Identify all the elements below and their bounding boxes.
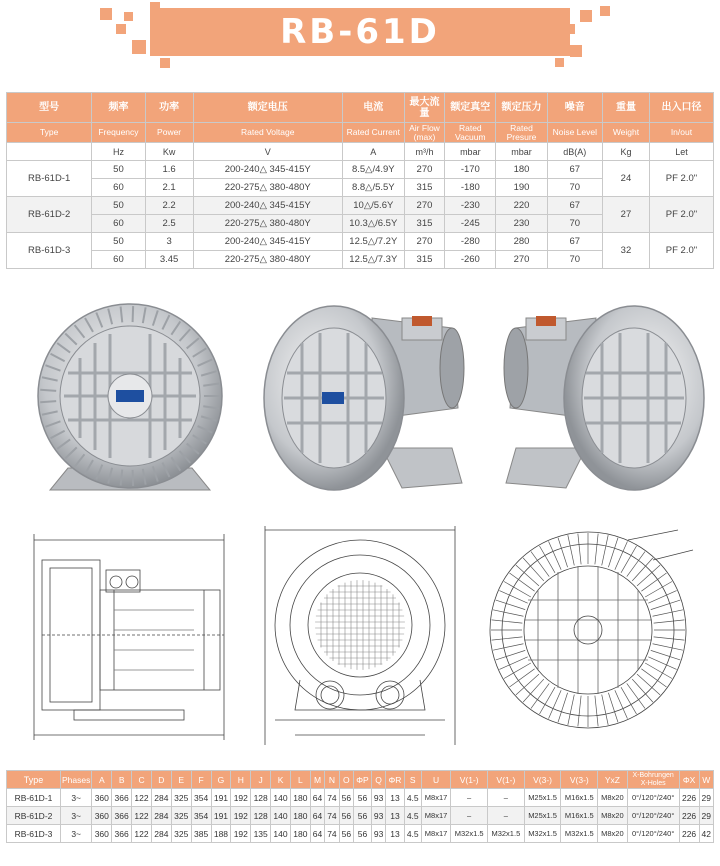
voltage-cell: 200-240△ 345-415Y xyxy=(193,197,342,215)
blower-motor-right-photo xyxy=(496,298,706,498)
dim-cell: M8x17 xyxy=(421,825,450,843)
blower-front-photo xyxy=(20,298,240,498)
dim-cell: M8x17 xyxy=(421,789,450,807)
dim-cell: M8x20 xyxy=(598,825,627,843)
dim-cell: 74 xyxy=(325,807,339,825)
header-cell: Phases xyxy=(61,771,92,789)
dim-header-cell: C xyxy=(132,771,152,789)
dim-cell: 140 xyxy=(271,789,291,807)
dim-cell: 3~ xyxy=(61,825,92,843)
dim-cell: 284 xyxy=(151,825,171,843)
flow-cell: 315 xyxy=(404,251,445,269)
page-title: RB-61D xyxy=(280,12,440,52)
dim-cell: RB-61D-3 xyxy=(7,825,61,843)
current-cell: 12.5△/7.3Y xyxy=(342,251,404,269)
voltage-cell: 220-275△ 380-480Y xyxy=(193,179,342,197)
dim-cell: 93 xyxy=(371,789,385,807)
dim-header-cell: V(1-) xyxy=(451,771,488,789)
dim-cell: 13 xyxy=(386,825,404,843)
dimension-table xyxy=(6,770,714,843)
unit-cell xyxy=(7,143,92,161)
header-cell: 噪音 xyxy=(547,93,602,123)
dim-cell: 360 xyxy=(92,825,112,843)
dim-header-cell: V(3-) xyxy=(561,771,598,789)
pressure-cell: 230 xyxy=(496,215,547,233)
dim-cell: 74 xyxy=(325,789,339,807)
dim-cell: 140 xyxy=(271,825,291,843)
current-cell: 8.8△/5.5Y xyxy=(342,179,404,197)
dim-header-cell: B xyxy=(112,771,132,789)
dim-cell: 4.5 xyxy=(404,825,421,843)
hz-cell: 50 xyxy=(92,161,145,179)
dim-cell: 180 xyxy=(290,789,310,807)
dim-cell: 122 xyxy=(132,825,152,843)
dim-cell: 4.5 xyxy=(404,789,421,807)
dim-header-cell: O xyxy=(339,771,353,789)
dim-cell: M25x1.5 xyxy=(524,807,561,825)
inout-cell: PF 2.0" xyxy=(649,161,713,197)
noise-cell: 70 xyxy=(547,215,602,233)
dim-cell: 325 xyxy=(171,789,191,807)
voltage-cell: 200-240△ 345-415Y xyxy=(193,161,342,179)
dim-cell: RB-61D-2 xyxy=(7,807,61,825)
unit-cell: A xyxy=(342,143,404,161)
unit-cell: mbar xyxy=(445,143,496,161)
model-cell: RB-61D-3 xyxy=(7,233,92,269)
header-cell: Rated Vacuum xyxy=(445,123,496,143)
vacuum-cell: -245 xyxy=(445,215,496,233)
dim-cell: 128 xyxy=(251,807,271,825)
dim-header-cell: K xyxy=(271,771,291,789)
decor-square xyxy=(116,24,126,34)
spec-header-cn xyxy=(7,93,714,123)
dim-cell: 64 xyxy=(310,807,324,825)
voltage-cell: 220-275△ 380-480Y xyxy=(193,251,342,269)
flow-cell: 270 xyxy=(404,233,445,251)
decor-square xyxy=(160,58,170,68)
dim-header-cell: M xyxy=(310,771,324,789)
dim-cell: 64 xyxy=(310,825,324,843)
dim-cell: 191 xyxy=(211,807,231,825)
dim-cell: 354 xyxy=(191,789,211,807)
dim-header-cell: L xyxy=(290,771,310,789)
hz-cell: 60 xyxy=(92,215,145,233)
dim-header-cell: ΦP xyxy=(354,771,372,789)
dim-header-cell: YxZ xyxy=(598,771,627,789)
decor-square xyxy=(570,45,582,57)
dim-cell: M32x1.5 xyxy=(524,825,561,843)
dim-cell: M25x1.5 xyxy=(524,789,561,807)
dim-cell: 180 xyxy=(290,807,310,825)
dim-cell: – xyxy=(488,807,525,825)
vacuum-cell: -260 xyxy=(445,251,496,269)
dim-cell: 192 xyxy=(231,825,251,843)
dim-cell: 93 xyxy=(371,825,385,843)
header-cell: 频率 xyxy=(92,93,145,123)
flow-cell: 315 xyxy=(404,215,445,233)
unit-cell: Let xyxy=(649,143,713,161)
spec-table xyxy=(6,92,714,269)
dim-row xyxy=(7,807,714,825)
pressure-cell: 270 xyxy=(496,251,547,269)
dim-cell: 122 xyxy=(132,789,152,807)
dim-cell: 13 xyxy=(386,807,404,825)
dims-header-row xyxy=(7,771,714,789)
header-cell: Noise Level xyxy=(547,123,602,143)
spec-row xyxy=(7,233,714,251)
dim-cell: 56 xyxy=(339,825,353,843)
header-cell: 出入口径 xyxy=(649,93,713,123)
pressure-cell: 190 xyxy=(496,179,547,197)
dim-cell: 325 xyxy=(171,807,191,825)
hz-cell: 50 xyxy=(92,197,145,215)
dim-header-cell: N xyxy=(325,771,339,789)
header-cell: 额定压力 xyxy=(496,93,547,123)
header-cell: Power xyxy=(145,123,193,143)
current-cell: 10.3△/6.5Y xyxy=(342,215,404,233)
decor-square xyxy=(580,10,592,22)
dim-header-cell: S xyxy=(404,771,421,789)
dim-header-cell: A xyxy=(92,771,112,789)
header-cell: Frequency xyxy=(92,123,145,143)
dim-cell: 93 xyxy=(371,807,385,825)
dim-cell: 192 xyxy=(231,789,251,807)
dim-cell: 56 xyxy=(354,789,372,807)
weight-cell: 32 xyxy=(603,233,650,269)
dim-cell: 0°/120°/240° xyxy=(627,807,679,825)
kw-cell: 2.2 xyxy=(145,197,193,215)
dim-header-cell: X-Bohrungen X-Holes xyxy=(627,771,679,789)
dim-cell: 360 xyxy=(92,807,112,825)
dim-cell: 3~ xyxy=(61,789,92,807)
front-dimension-drawing xyxy=(255,520,465,755)
header-cell: Rated Current xyxy=(342,123,404,143)
side-dimension-drawing xyxy=(14,520,239,755)
dim-cell: 29 xyxy=(699,789,714,807)
dim-header-cell: ΦR xyxy=(386,771,404,789)
kw-cell: 2.1 xyxy=(145,179,193,197)
dim-cell: 226 xyxy=(679,789,699,807)
header-cell: 额定真空 xyxy=(445,93,496,123)
inout-cell: PF 2.0" xyxy=(649,233,713,269)
dim-header-cell: G xyxy=(211,771,231,789)
dim-header-cell: J xyxy=(251,771,271,789)
header-cell: Type xyxy=(7,123,92,143)
header-cell: Air Flow (max) xyxy=(404,123,445,143)
vacuum-cell: -230 xyxy=(445,197,496,215)
dim-cell: 74 xyxy=(325,825,339,843)
dim-header-cell: D xyxy=(151,771,171,789)
unit-cell: m³/h xyxy=(404,143,445,161)
pressure-cell: 280 xyxy=(496,233,547,251)
dim-cell: 366 xyxy=(112,807,132,825)
dim-cell: 56 xyxy=(354,825,372,843)
voltage-cell: 200-240△ 345-415Y xyxy=(193,233,342,251)
unit-cell: Kg xyxy=(603,143,650,161)
dim-cell: 64 xyxy=(310,789,324,807)
unit-cell: V xyxy=(193,143,342,161)
dim-cell: 191 xyxy=(211,789,231,807)
spec-row xyxy=(7,161,714,179)
dim-cell: 56 xyxy=(339,807,353,825)
dim-header-cell: V(1-) xyxy=(488,771,525,789)
dim-header-cell: W xyxy=(699,771,714,789)
voltage-cell: 220-275△ 380-480Y xyxy=(193,215,342,233)
unit-cell: Hz xyxy=(92,143,145,161)
hz-cell: 60 xyxy=(92,251,145,269)
dim-row xyxy=(7,825,714,843)
dim-cell: M8x17 xyxy=(421,807,450,825)
noise-cell: 70 xyxy=(547,251,602,269)
hz-cell: 50 xyxy=(92,233,145,251)
header-cell: 电流 xyxy=(342,93,404,123)
vacuum-cell: -180 xyxy=(445,179,496,197)
dim-cell: M8x20 xyxy=(598,807,627,825)
spec-row xyxy=(7,197,714,215)
unit-cell: mbar xyxy=(496,143,547,161)
dim-header-cell: V(3-) xyxy=(524,771,561,789)
header-cell: 最大流量 xyxy=(404,93,445,123)
dim-cell: RB-61D-1 xyxy=(7,789,61,807)
pressure-cell: 180 xyxy=(496,161,547,179)
dim-cell: 284 xyxy=(151,807,171,825)
flow-cell: 270 xyxy=(404,197,445,215)
kw-cell: 2.5 xyxy=(145,215,193,233)
dim-cell: 13 xyxy=(386,789,404,807)
dim-header-cell: Q xyxy=(371,771,385,789)
header-cell: 额定电压 xyxy=(193,93,342,123)
header-cell: Rated Presure xyxy=(496,123,547,143)
header-cell: Rated Voltage xyxy=(193,123,342,143)
kw-cell: 3.45 xyxy=(145,251,193,269)
dim-cell: – xyxy=(488,789,525,807)
dim-cell: M16x1.5 xyxy=(561,789,598,807)
dim-cell: M16x1.5 xyxy=(561,807,598,825)
dim-header-cell: E xyxy=(171,771,191,789)
model-cell: RB-61D-1 xyxy=(7,161,92,197)
dim-cell: 122 xyxy=(132,807,152,825)
dim-cell: 180 xyxy=(290,825,310,843)
dim-row xyxy=(7,789,714,807)
header-cell: 重量 xyxy=(603,93,650,123)
vacuum-cell: -280 xyxy=(445,233,496,251)
dim-header-cell: F xyxy=(191,771,211,789)
decor-square xyxy=(132,40,146,54)
dim-cell: 140 xyxy=(271,807,291,825)
back-grille-drawing xyxy=(478,520,708,750)
dim-cell: 29 xyxy=(699,807,714,825)
dim-header-cell: H xyxy=(231,771,251,789)
dim-cell: 0°/120°/240° xyxy=(627,789,679,807)
title-banner xyxy=(150,8,570,56)
dim-cell: 354 xyxy=(191,807,211,825)
spec-header-en xyxy=(7,123,714,143)
noise-cell: 67 xyxy=(547,161,602,179)
inout-cell: PF 2.0" xyxy=(649,197,713,233)
hz-cell: 60 xyxy=(92,179,145,197)
dim-cell: 4.5 xyxy=(404,807,421,825)
header-cell: 型号 xyxy=(7,93,92,123)
header-cell: 功率 xyxy=(145,93,193,123)
dim-cell: 135 xyxy=(251,825,271,843)
dim-cell: 385 xyxy=(191,825,211,843)
header xyxy=(0,0,720,90)
vacuum-cell: -170 xyxy=(445,161,496,179)
noise-cell: 70 xyxy=(547,179,602,197)
blower-motor-left-photo xyxy=(262,298,472,498)
decor-square xyxy=(124,12,133,21)
dim-cell: 188 xyxy=(211,825,231,843)
flow-cell: 270 xyxy=(404,161,445,179)
pressure-cell: 220 xyxy=(496,197,547,215)
current-cell: 10△/5.6Y xyxy=(342,197,404,215)
dim-cell: 325 xyxy=(171,825,191,843)
dim-header-cell: U xyxy=(421,771,450,789)
current-cell: 8.5△/4.9Y xyxy=(342,161,404,179)
flow-cell: 315 xyxy=(404,179,445,197)
dim-header-cell: ΦX xyxy=(679,771,699,789)
dim-cell: 192 xyxy=(231,807,251,825)
header-cell: Type xyxy=(7,771,61,789)
dim-cell: 42 xyxy=(699,825,714,843)
dim-cell: M32x1.5 xyxy=(488,825,525,843)
dim-cell: 3~ xyxy=(61,807,92,825)
unit-cell: Kw xyxy=(145,143,193,161)
current-cell: 12.5△/7.2Y xyxy=(342,233,404,251)
noise-cell: 67 xyxy=(547,233,602,251)
dim-cell: 56 xyxy=(339,789,353,807)
dim-cell: – xyxy=(451,789,488,807)
dim-cell: – xyxy=(451,807,488,825)
dim-cell: 226 xyxy=(679,807,699,825)
dim-cell: 360 xyxy=(92,789,112,807)
dim-cell: 284 xyxy=(151,789,171,807)
header-cell: Weight xyxy=(603,123,650,143)
dim-cell: 226 xyxy=(679,825,699,843)
model-cell: RB-61D-2 xyxy=(7,197,92,233)
dim-cell: 56 xyxy=(354,807,372,825)
kw-cell: 1.6 xyxy=(145,161,193,179)
dim-cell: 0°/120°/240° xyxy=(627,825,679,843)
dim-cell: M32x1.5 xyxy=(451,825,488,843)
dim-cell: 128 xyxy=(251,789,271,807)
decor-square xyxy=(100,8,112,20)
unit-cell: dB(A) xyxy=(547,143,602,161)
noise-cell: 67 xyxy=(547,197,602,215)
decor-square xyxy=(600,6,610,16)
decor-square xyxy=(555,58,564,67)
dim-cell: 366 xyxy=(112,789,132,807)
dim-cell: M32x1.5 xyxy=(561,825,598,843)
weight-cell: 24 xyxy=(603,161,650,197)
kw-cell: 3 xyxy=(145,233,193,251)
weight-cell: 27 xyxy=(603,197,650,233)
header-cell: In/out xyxy=(649,123,713,143)
units-row xyxy=(7,143,714,161)
dim-cell: M8x20 xyxy=(598,789,627,807)
dim-cell: 366 xyxy=(112,825,132,843)
